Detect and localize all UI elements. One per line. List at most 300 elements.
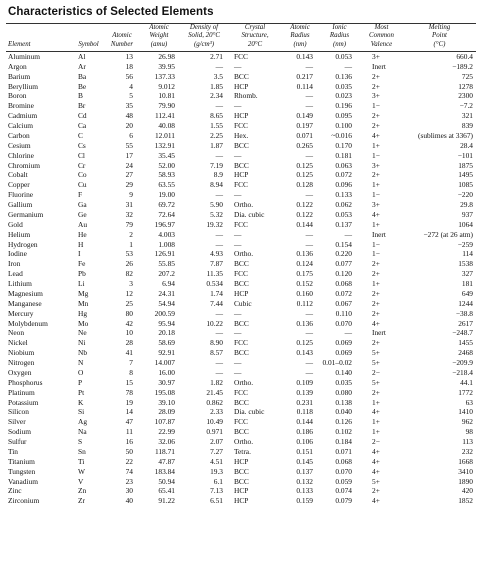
symbol-cell: Na	[78, 427, 87, 437]
density-cell: 2.33	[210, 407, 223, 417]
melting-point-cell: 28.4	[460, 140, 473, 150]
melting-point-cell: −259	[457, 239, 473, 249]
melting-point-cell: 2300	[458, 91, 473, 101]
element-name-cell: Sulfur	[8, 437, 27, 447]
symbol-cell: Ba	[78, 71, 87, 81]
table-row	[6, 190, 476, 200]
valence-cell: 1−	[372, 150, 380, 160]
atomic-weight-cell: 69.72	[158, 200, 175, 210]
density-cell: —	[215, 328, 223, 338]
atomic-radius-cell: 0.144	[296, 417, 313, 427]
table-row	[6, 437, 476, 447]
density-cell: 2.07	[210, 437, 223, 447]
atomic-number-cell: 14	[125, 407, 133, 417]
symbol-cell: Cd	[78, 111, 87, 121]
symbol-cell: P	[78, 377, 83, 387]
crystal-structure-cell: Cubic	[234, 298, 252, 308]
melting-point-cell: −220	[457, 190, 473, 200]
crystal-structure-cell: —	[234, 358, 242, 368]
atomic-radius-cell: 0.124	[296, 259, 313, 269]
table-row	[6, 319, 476, 329]
ionic-radius-cell: 0.053	[335, 209, 352, 219]
valence-cell: 4+	[372, 446, 380, 456]
atomic-weight-cell: 55.85	[158, 259, 175, 269]
atomic-radius-cell: 0.136	[296, 249, 313, 259]
valence-cell: 1−	[372, 249, 380, 259]
atomic-number-cell: 30	[125, 486, 133, 496]
atomic-weight-cell: 112.41	[154, 111, 175, 121]
symbol-cell: H	[78, 239, 84, 249]
ionic-radius-cell: 0.102	[335, 427, 352, 437]
table-row	[6, 299, 476, 309]
element-name-cell: Niobium	[8, 348, 35, 358]
crystal-structure-cell: BCC	[234, 259, 249, 269]
symbol-cell: Si	[78, 407, 85, 417]
crystal-structure-cell: Dia. cubic	[234, 407, 265, 417]
ionic-radius-cell: 0.067	[335, 298, 352, 308]
valence-cell: 2+	[372, 121, 380, 131]
valence-cell: 3+	[372, 51, 380, 61]
element-name-cell: Copper	[8, 180, 30, 190]
symbol-cell: Ti	[78, 456, 85, 466]
symbol-cell: Ca	[78, 121, 87, 131]
atomic-number-cell: 5	[129, 91, 133, 101]
atomic-radius-cell: 0.143	[296, 51, 313, 61]
ionic-radius-cell: 0.136	[335, 71, 352, 81]
atomic-number-cell: 11	[125, 427, 133, 437]
melting-point-cell: −7.2	[459, 101, 473, 111]
atomic-radius-cell: 0.133	[296, 486, 313, 496]
density-cell: 11.35	[206, 269, 223, 279]
atomic-number-cell: 9	[129, 190, 133, 200]
density-cell: 8.94	[210, 180, 223, 190]
ionic-radius-cell: 0.074	[335, 486, 352, 496]
symbol-cell: Au	[78, 219, 88, 229]
valence-cell: 2+	[372, 111, 380, 121]
melting-point-cell: 3410	[458, 466, 473, 476]
atomic-weight-cell: 14.007	[154, 358, 175, 368]
atomic-radius-cell: —	[305, 308, 313, 318]
table-row	[6, 496, 476, 506]
atomic-radius-cell: 0.197	[296, 121, 313, 131]
element-name-cell: Oxygen	[8, 367, 32, 377]
crystal-structure-cell: Ortho.	[234, 437, 254, 447]
valence-cell: 2+	[372, 338, 380, 348]
atomic-number-cell: 31	[125, 200, 133, 210]
atomic-number-cell: 24	[125, 160, 133, 170]
table-body	[6, 51, 476, 506]
atomic-number-cell: 79	[125, 219, 133, 229]
atomic-radius-cell: —	[305, 229, 313, 239]
table-header-row	[6, 24, 476, 52]
atomic-weight-cell: 20.18	[158, 328, 175, 338]
crystal-structure-cell: BCC	[234, 140, 249, 150]
atomic-weight-cell: 26.98	[158, 51, 175, 61]
density-cell: 1.82	[210, 377, 223, 387]
symbol-cell: Mo	[78, 318, 89, 328]
density-cell: 8.90	[210, 338, 223, 348]
ionic-radius-cell: 0.068	[335, 456, 352, 466]
crystal-structure-cell: BCC	[234, 466, 249, 476]
ionic-radius-cell: 0.110	[335, 308, 352, 318]
crystal-structure-cell: HCP	[234, 486, 249, 496]
valence-cell: Inert	[372, 328, 386, 338]
atomic-weight-cell: 4.003	[158, 229, 175, 239]
symbol-cell: I	[78, 249, 81, 259]
melting-point-cell: 962	[461, 417, 473, 427]
symbol-cell: Ag	[78, 417, 88, 427]
table-row	[6, 467, 476, 477]
element-name-cell: Iron	[8, 259, 21, 269]
melting-point-cell: 420	[461, 486, 473, 496]
melting-point-cell: 1890	[458, 476, 473, 486]
valence-cell: 2+	[372, 308, 380, 318]
melting-point-cell: 839	[461, 121, 473, 131]
symbol-cell: Ni	[78, 338, 86, 348]
table-row	[6, 338, 476, 348]
ionic-radius-cell: 0.068	[335, 279, 352, 289]
crystal-structure-cell: Ortho.	[234, 249, 254, 259]
valence-cell: 1+	[372, 180, 380, 190]
atomic-number-cell: 35	[125, 101, 133, 111]
density-cell: 0.971	[206, 427, 223, 437]
melting-point-cell: 1244	[458, 298, 473, 308]
atomic-number-cell: 13	[125, 51, 133, 61]
melting-point-cell: 29.8	[460, 200, 473, 210]
atomic-radius-cell: 0.144	[296, 219, 313, 229]
melting-point-cell: −209.9	[452, 358, 473, 368]
element-name-cell: Cesium	[8, 140, 31, 150]
melting-point-cell: 1852	[458, 496, 473, 506]
valence-cell: 1+	[372, 140, 380, 150]
crystal-structure-cell: —	[234, 239, 242, 249]
atomic-radius-cell: 0.132	[296, 476, 313, 486]
atomic-radius-cell: 0.136	[296, 318, 313, 328]
atomic-number-cell: 3	[129, 279, 133, 289]
atomic-number-cell: 29	[125, 180, 133, 190]
melting-point-cell: −248.7	[452, 328, 473, 338]
valence-cell: 1−	[372, 239, 380, 249]
density-cell: 4.51	[210, 456, 223, 466]
atomic-weight-cell: 95.94	[158, 318, 175, 328]
atomic-number-cell: 42	[125, 318, 133, 328]
melting-point-cell: 1085	[458, 180, 473, 190]
atomic-weight-cell: 195.08	[154, 387, 175, 397]
valence-cell: 5+	[372, 476, 380, 486]
atomic-number-cell: 82	[125, 269, 133, 279]
density-cell: 1.85	[210, 81, 223, 91]
atomic-number-cell: 55	[125, 140, 133, 150]
atomic-weight-cell: 24.31	[158, 288, 175, 298]
element-name-cell: Argon	[8, 61, 27, 71]
symbol-cell: Zn	[78, 486, 87, 496]
symbol-cell: V	[78, 476, 84, 486]
melting-point-cell: 1064	[458, 219, 473, 229]
melting-point-cell: 1875	[458, 160, 473, 170]
atomic-radius-cell: 0.109	[296, 377, 313, 387]
atomic-weight-cell: 107.87	[154, 417, 175, 427]
atomic-radius-cell: —	[305, 61, 313, 71]
symbol-cell: Pb	[78, 269, 86, 279]
valence-cell: 1−	[372, 190, 380, 200]
melting-point-cell: (sublimes at 3367)	[417, 130, 473, 140]
element-name-cell: Molybdenum	[8, 318, 48, 328]
valence-cell: 4+	[372, 130, 380, 140]
atomic-number-cell: 6	[129, 130, 133, 140]
element-name-cell: Beryllium	[8, 81, 38, 91]
symbol-cell: Ga	[78, 200, 87, 210]
density-cell: —	[215, 367, 223, 377]
elements-table	[6, 23, 476, 506]
ionic-radius-cell: 0.220	[335, 249, 352, 259]
atomic-number-cell: 26	[125, 259, 133, 269]
ionic-radius-cell: 0.072	[335, 170, 352, 180]
ionic-radius-cell: 0.035	[335, 377, 352, 387]
atomic-weight-cell: 137.33	[154, 71, 175, 81]
atomic-number-cell: 25	[125, 298, 133, 308]
table-row	[6, 417, 476, 427]
symbol-cell: Ge	[78, 209, 87, 219]
melting-point-cell: 113	[462, 437, 473, 447]
atomic-number-cell: 8	[129, 367, 133, 377]
density-cell: 8.9	[213, 170, 223, 180]
table-row	[6, 398, 476, 408]
melting-point-cell: 63	[465, 397, 473, 407]
element-name-cell: Vanadium	[8, 476, 38, 486]
ionic-radius-cell: 0.080	[335, 387, 352, 397]
atomic-weight-cell: 19.00	[158, 190, 175, 200]
atomic-number-cell: 41	[125, 348, 133, 358]
atomic-radius-cell: 0.112	[296, 298, 313, 308]
atomic-number-cell: 32	[125, 209, 133, 219]
valence-cell: 5+	[372, 377, 380, 387]
density-cell: 2.34	[210, 91, 223, 101]
density-cell: 19.3	[210, 466, 223, 476]
header-atomic-radius: Atomic Radius (nm)	[290, 24, 310, 48]
symbol-cell: Cr	[78, 160, 86, 170]
atomic-radius-cell: 0.152	[296, 279, 313, 289]
element-name-cell: Chromium	[8, 160, 41, 170]
table-row	[6, 259, 476, 269]
symbol-cell: Cs	[78, 140, 86, 150]
atomic-weight-cell: 1.008	[158, 239, 175, 249]
ionic-radius-cell: 0.133	[335, 190, 352, 200]
density-cell: 6.51	[210, 496, 223, 506]
atomic-weight-cell: 39.10	[158, 397, 175, 407]
valence-cell: 1+	[372, 219, 380, 229]
density-cell: 7.27	[210, 446, 223, 456]
element-name-cell: Cobalt	[8, 170, 28, 180]
density-cell: —	[215, 308, 223, 318]
atomic-number-cell: 4	[129, 81, 133, 91]
table-row	[6, 279, 476, 289]
atomic-radius-cell: —	[305, 328, 313, 338]
melting-point-cell: 44.1	[460, 377, 473, 387]
valence-cell: 1+	[372, 417, 380, 427]
crystal-structure-cell: FCC	[234, 121, 248, 131]
density-cell: 2.71	[210, 51, 223, 61]
valence-cell: 2+	[372, 288, 380, 298]
element-name-cell: Hydrogen	[8, 239, 38, 249]
density-cell: 0.534	[206, 279, 223, 289]
density-cell: 2.25	[210, 130, 223, 140]
valence-cell: 2+	[372, 486, 380, 496]
crystal-structure-cell: FCC	[234, 219, 248, 229]
table-row	[6, 477, 476, 487]
atomic-weight-cell: 6.94	[162, 279, 175, 289]
element-name-cell: Silicon	[8, 407, 29, 417]
valence-cell: 2−	[372, 367, 380, 377]
valence-cell: 4+	[372, 318, 380, 328]
element-name-cell: Chlorine	[8, 150, 34, 160]
header-atomic-weight: Atomic Weight (amu)	[149, 24, 169, 48]
atomic-radius-cell: 0.149	[296, 111, 313, 121]
density-cell: 6.1	[213, 476, 223, 486]
table-row	[6, 447, 476, 457]
valence-cell: 2+	[372, 170, 380, 180]
atomic-weight-cell: 39.95	[158, 61, 175, 71]
atomic-number-cell: 80	[125, 308, 133, 318]
melting-point-cell: 98	[465, 427, 473, 437]
atomic-radius-cell: 0.125	[296, 338, 313, 348]
valence-cell: 2+	[372, 259, 380, 269]
element-name-cell: Gallium	[8, 200, 33, 210]
atomic-weight-cell: 50.94	[158, 476, 175, 486]
symbol-cell: O	[78, 367, 84, 377]
header-density: Density of Solid, 20°C (g/cm³)	[188, 24, 220, 48]
element-name-cell: Germanium	[8, 209, 44, 219]
valence-cell: 4+	[372, 209, 380, 219]
valence-cell: 2+	[372, 269, 380, 279]
element-name-cell: Aluminum	[8, 51, 41, 61]
table-row	[6, 51, 476, 61]
atomic-radius-cell: 0.125	[296, 170, 313, 180]
table-row	[6, 289, 476, 299]
ionic-radius-cell: 0.059	[335, 476, 352, 486]
crystal-structure-cell: —	[234, 229, 242, 239]
table-row	[6, 358, 476, 368]
valence-cell: 4+	[372, 456, 380, 466]
valence-cell: 1+	[372, 397, 380, 407]
element-name-cell: Gold	[8, 219, 23, 229]
atomic-radius-cell: 0.265	[296, 140, 313, 150]
atomic-number-cell: 17	[125, 150, 133, 160]
valence-cell: 2−	[372, 437, 380, 447]
crystal-structure-cell: HCP	[234, 456, 249, 466]
atomic-number-cell: 19	[125, 397, 133, 407]
table-row	[6, 220, 476, 230]
element-name-cell: Mercury	[8, 308, 34, 318]
melting-point-cell: 181	[461, 279, 473, 289]
ionic-radius-cell: 0.069	[335, 338, 352, 348]
element-name-cell: Sodium	[8, 427, 31, 437]
crystal-structure-cell: HCP	[234, 288, 249, 298]
ionic-radius-cell: 0.069	[335, 348, 352, 358]
atomic-number-cell: 10	[125, 328, 133, 338]
valence-cell: 2+	[372, 298, 380, 308]
atomic-radius-cell: —	[305, 367, 313, 377]
ionic-radius-cell: 0.181	[335, 150, 352, 160]
ionic-radius-cell: 0.120	[335, 269, 352, 279]
table-row	[6, 111, 476, 121]
density-cell: —	[215, 358, 223, 368]
ionic-radius-cell: 0.170	[335, 140, 352, 150]
melting-point-cell: 2617	[458, 318, 473, 328]
crystal-structure-cell: Hex.	[234, 130, 249, 140]
symbol-cell: Be	[78, 81, 87, 91]
symbol-cell: Nb	[78, 348, 88, 358]
atomic-weight-cell: 65.41	[158, 486, 175, 496]
crystal-structure-cell: —	[234, 61, 242, 71]
ionic-radius-cell: 0.01–0.02	[322, 358, 352, 368]
symbol-cell: Cu	[78, 180, 87, 190]
melting-point-cell: −38.8	[455, 308, 473, 318]
melting-point-cell: 1538	[458, 259, 473, 269]
element-name-cell: Titanium	[8, 456, 35, 466]
density-cell: 7.19	[210, 160, 223, 170]
header-ionic-radius: Ionic Radius (nm)	[329, 24, 350, 48]
melting-point-cell: 1278	[458, 81, 473, 91]
ionic-radius-cell: 0.196	[335, 101, 352, 111]
ionic-radius-cell: 0.095	[335, 111, 352, 121]
melting-point-cell: 1668	[458, 456, 473, 466]
atomic-weight-cell: 52.00	[158, 160, 175, 170]
atomic-number-cell: 78	[125, 387, 133, 397]
atomic-number-cell: 1	[129, 239, 133, 249]
atomic-radius-cell: 0.139	[296, 387, 313, 397]
valence-cell: 1+	[372, 427, 380, 437]
density-cell: 8.65	[210, 111, 223, 121]
atomic-radius-cell: 0.160	[296, 288, 313, 298]
atomic-number-cell: 48	[125, 111, 133, 121]
symbol-cell: Sn	[78, 446, 86, 456]
valence-cell: 1+	[372, 279, 380, 289]
element-name-cell: Barium	[8, 71, 31, 81]
crystal-structure-cell: HCP	[234, 170, 249, 180]
density-cell: 10.22	[206, 318, 223, 328]
atomic-weight-cell: 92.91	[158, 348, 175, 358]
symbol-cell: F	[78, 190, 83, 200]
crystal-structure-cell: BCC	[234, 318, 249, 328]
crystal-structure-cell: HCP	[234, 81, 249, 91]
melting-point-cell: −101	[457, 150, 473, 160]
atomic-radius-cell: 0.137	[296, 466, 313, 476]
atomic-radius-cell: —	[305, 358, 313, 368]
crystal-structure-cell: —	[234, 190, 242, 200]
atomic-radius-cell: 0.231	[296, 397, 313, 407]
atomic-number-cell: 2	[129, 229, 133, 239]
element-name-cell: Silver	[8, 417, 26, 427]
valence-cell: 2+	[372, 81, 380, 91]
element-name-cell: Tungsten	[8, 466, 36, 476]
atomic-radius-cell: —	[305, 91, 313, 101]
element-name-cell: Iodine	[8, 249, 27, 259]
valence-cell: 3+	[372, 200, 380, 210]
valence-cell: 1−	[372, 101, 380, 111]
element-name-cell: Lithium	[8, 279, 32, 289]
atomic-radius-cell: 0.159	[296, 496, 313, 506]
element-name-cell: Fluorine	[8, 190, 34, 200]
element-name-cell: Platinum	[8, 387, 35, 397]
element-name-cell: Neon	[8, 328, 25, 338]
table-row	[6, 91, 476, 101]
atomic-weight-cell: 22.99	[158, 427, 175, 437]
symbol-cell: Mn	[78, 298, 89, 308]
density-cell: 5.90	[210, 200, 223, 210]
table-row	[6, 180, 476, 190]
symbol-cell: C	[78, 130, 83, 140]
element-name-cell: Calcium	[8, 121, 34, 131]
